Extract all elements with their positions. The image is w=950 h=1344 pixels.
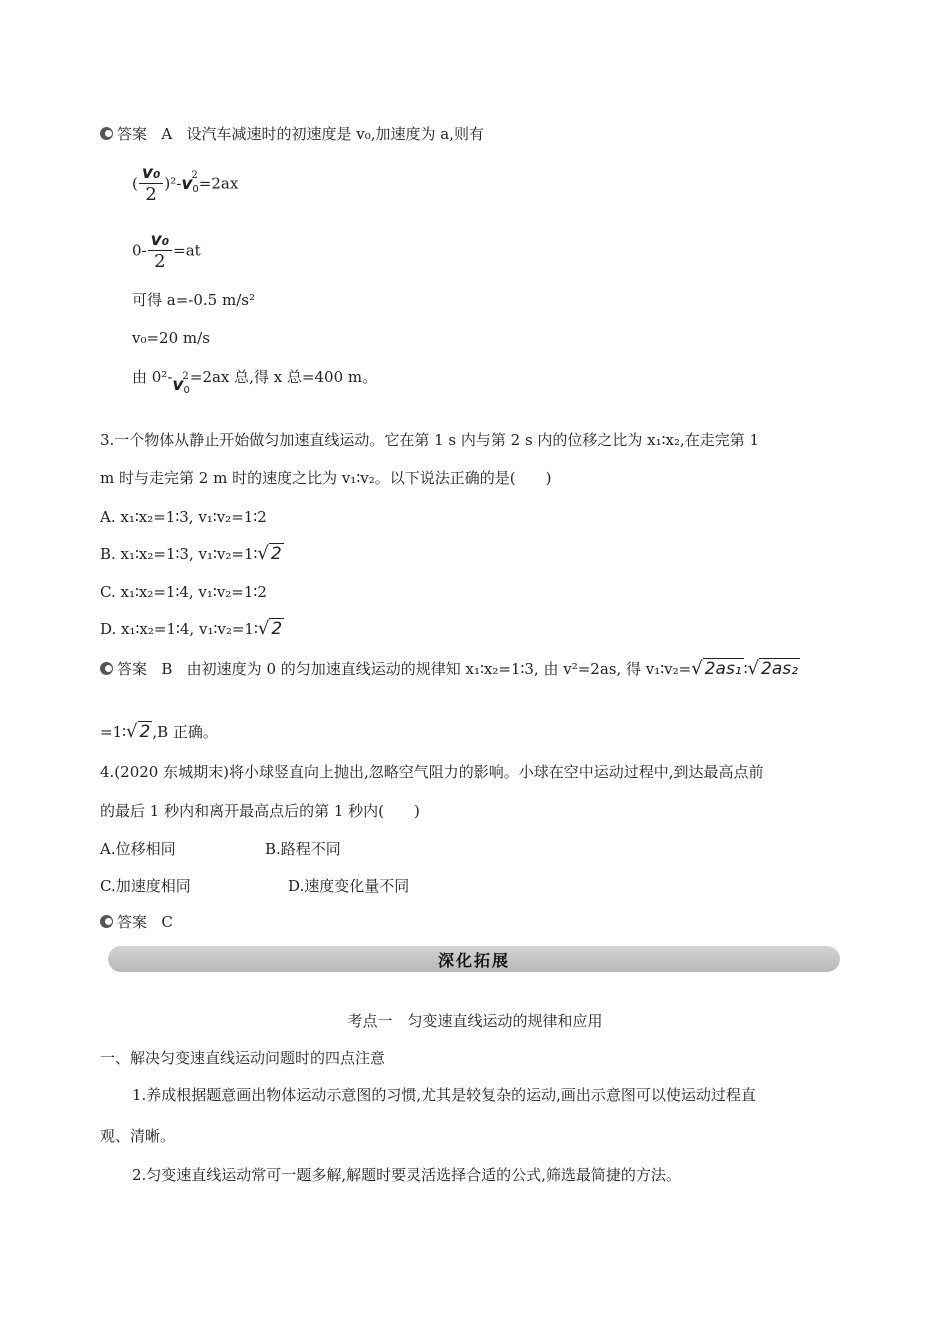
question-4-line-1: 4.(2020 东城期末)将小球竖直向上抛出,忽略空气阻力的影响。小球在空中运动过程中,到达最高点前 xyxy=(100,763,764,781)
fraction: $\frac{\text{v₀}}{2}$ xyxy=(139,163,164,206)
question-3-line-1: 3.一个物体从静止开始做匀加速直线运动。它在第 1 s 内与第 2 s 内的位移之比为 x₁∶x₂,在走完第 1 xyxy=(100,431,760,449)
section-title: 考点一 匀变速直线运动的规律和应用 xyxy=(347,1012,603,1030)
v0-squared: $v_0$ 2 xyxy=(172,371,190,396)
paragraph-1-line-2: 观、清晰。 xyxy=(100,1127,176,1145)
paragraph-1-line-1: 1.养成根据题意画出物体运动示意图的习惯,尤其是较复杂的运动,画出示意图可以使运动过程直 xyxy=(132,1086,756,1104)
question-3-line-2: m 时与走完第 2 m 时的速度之比为 v₁∶v₂。以下说法正确的是( ) xyxy=(100,469,552,487)
option-4b: B.路程不同 xyxy=(265,840,341,858)
option-3a: A. x₁∶x₂=1∶3, v₁∶v₂=1∶2 xyxy=(100,508,267,526)
v0-squared: $v_0$ 2 xyxy=(181,169,199,195)
answer-line-3: 答案 B 由初速度为 0 的匀加速直线运动的规律知 x₁∶x₂=1∶3, 由 v²=2as, 得 v₁∶v₂=√ 2as₁ ∶√ 2as₂ xyxy=(100,659,800,679)
answer-line-1 xyxy=(100,124,484,144)
answer-icon xyxy=(100,915,113,928)
banner-title: 深化拓展 xyxy=(437,951,510,970)
answer-icon xyxy=(100,662,113,675)
equation-4: v₀=20 m/s xyxy=(132,329,210,347)
answer-text: 设汽车减速时的初速度是 v₀,加速度为 a,则有 xyxy=(186,125,484,143)
sqrt-symbol: √ xyxy=(257,543,269,564)
answer-choice: A xyxy=(161,125,173,143)
equation-2: 0- $\frac{\text{v₀}}{2}$ =at xyxy=(132,230,201,272)
option-4d: D.速度变化量不同 xyxy=(288,877,410,895)
equation-5: 由 $0^2-v_0$ 2 =2ax 总,得 x 总=400 m。 xyxy=(132,367,377,393)
sqrt-symbol: √ xyxy=(747,658,760,679)
equation-1: ( $\frac{\text{v₀}}{2}$ )$^2-v_0$ 2 =2ax xyxy=(132,163,239,205)
section-banner xyxy=(108,946,840,972)
option-3c: C. x₁∶x₂=1∶4, v₁∶v₂=1∶2 xyxy=(100,583,267,601)
answer-label: 答案 xyxy=(117,125,148,143)
option-3d: D. x₁∶x₂=1∶4, v₁∶v₂=1∶√ 2 xyxy=(100,618,283,639)
answer-icon xyxy=(100,127,113,140)
option-3b: B. x₁∶x₂=1∶3, v₁∶v₂=1∶√ 2 xyxy=(100,543,282,564)
sqrt-symbol: √ xyxy=(257,618,270,639)
equation-3: 可得 a=-0.5 m/s² xyxy=(132,291,255,309)
fraction: $\frac{\text{v₀}}{2}$ xyxy=(148,230,173,273)
sqrt-symbol: √ xyxy=(126,721,138,742)
question-4-line-2: 的最后 1 秒内和离开最高点后的第 1 秒内( ) xyxy=(100,802,420,820)
heading-1: 一、解决匀变速直线运动问题时的四点注意 xyxy=(100,1049,386,1067)
answer-line-4: 答案 C xyxy=(100,912,173,932)
paragraph-2: 2.匀变速直线运动常可一题多解,解题时要灵活选择合适的公式,筛选最简捷的方法。 xyxy=(132,1166,681,1184)
option-4c: C.加速度相同 xyxy=(100,877,191,895)
option-4a: A.位移相同 xyxy=(100,840,176,858)
sqrt-symbol: √ xyxy=(691,658,703,679)
answer-line-3b: =1∶√ 2 ,B 正确。 xyxy=(100,721,218,742)
